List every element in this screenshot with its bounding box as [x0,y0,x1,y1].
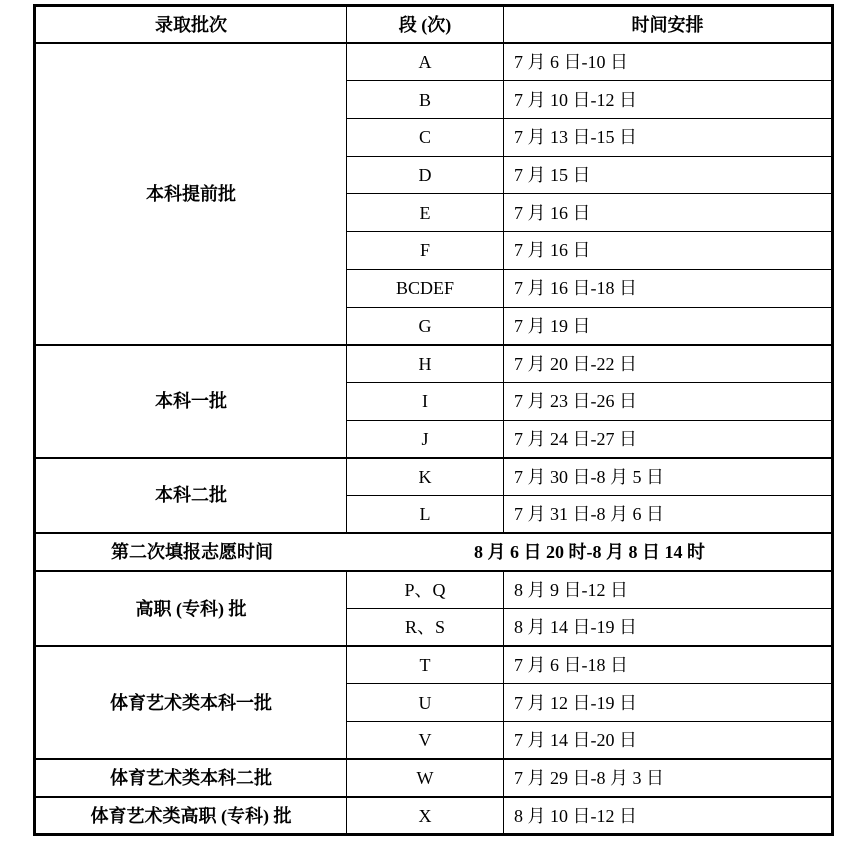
time-cell: 7 月 16 日-18 日 [504,269,833,307]
header-section: 段 (次) [347,6,504,44]
section-cell: T [347,646,504,684]
section-cell: R、S [347,609,504,647]
table-row [35,797,833,835]
table-header-row [35,6,833,44]
batch-cell-tiyu-yipi: 体育艺术类本科一批 [35,646,347,759]
time-cell: 7 月 30 日-8 月 5 日 [504,458,833,496]
time-cell: 7 月 16 日 [504,232,833,270]
time-cell: 7 月 14 日-20 日 [504,722,833,760]
batch-cell-benke-erpi: 本科二批 [35,458,347,533]
time-cell: 7 月 12 日-19 日 [504,684,833,722]
admission-schedule-table [33,4,834,836]
section-cell: D [347,156,504,194]
time-cell: 7 月 13 日-15 日 [504,119,833,157]
section-cell: I [347,382,504,420]
section-cell: E [347,194,504,232]
time-cell: 8 月 14 日-19 日 [504,609,833,647]
section-cell: A [347,43,504,81]
time-cell: 7 月 20 日-22 日 [504,345,833,383]
table-row [35,646,833,684]
time-cell: 7 月 16 日 [504,194,833,232]
time-cell: 7 月 19 日 [504,307,833,345]
batch-cell-benke-yipi: 本科一批 [35,345,347,458]
time-cell: 7 月 31 日-8 月 6 日 [504,495,833,533]
section-cell: K [347,458,504,496]
table-row [35,571,833,609]
table-row [35,458,833,496]
time-cell: 7 月 10 日-12 日 [504,81,833,119]
section-cell: L [347,495,504,533]
header-time: 时间安排 [504,6,833,44]
batch-cell-tiyu-erpi: 体育艺术类本科二批 [35,759,347,797]
second-filing-time: 8 月 6 日 20 时-8 月 8 日 14 时 [474,541,705,562]
time-cell: 7 月 29 日-8 月 3 日 [504,759,833,797]
section-cell: J [347,420,504,458]
second-filing-cell [35,533,833,571]
section-cell: F [347,232,504,270]
time-cell: 7 月 6 日-10 日 [504,43,833,81]
section-cell: G [347,307,504,345]
section-cell: X [347,797,504,835]
batch-cell-gaozhi: 高职 (专科) 批 [35,571,347,646]
time-cell: 7 月 23 日-26 日 [504,382,833,420]
time-cell: 8 月 10 日-12 日 [504,797,833,835]
header-batch: 录取批次 [35,6,347,44]
section-cell: BCDEF [347,269,504,307]
time-cell: 7 月 24 日-27 日 [504,420,833,458]
section-cell: C [347,119,504,157]
second-filing-row [35,533,833,571]
table-row [35,759,833,797]
time-cell: 8 月 9 日-12 日 [504,571,833,609]
second-filing-wrap [36,543,831,561]
second-filing-label: 第二次填报志愿时间 [111,541,273,562]
table-row [35,345,833,383]
time-cell: 7 月 6 日-18 日 [504,646,833,684]
section-cell: U [347,684,504,722]
section-cell: V [347,722,504,760]
section-cell: H [347,345,504,383]
section-cell: W [347,759,504,797]
batch-cell-tiyu-gaozhi: 体育艺术类高职 (专科) 批 [35,797,347,835]
table-row [35,43,833,81]
section-cell: P、Q [347,571,504,609]
time-cell: 7 月 15 日 [504,156,833,194]
batch-cell-benke-tiqian: 本科提前批 [35,43,347,345]
section-cell: B [347,81,504,119]
